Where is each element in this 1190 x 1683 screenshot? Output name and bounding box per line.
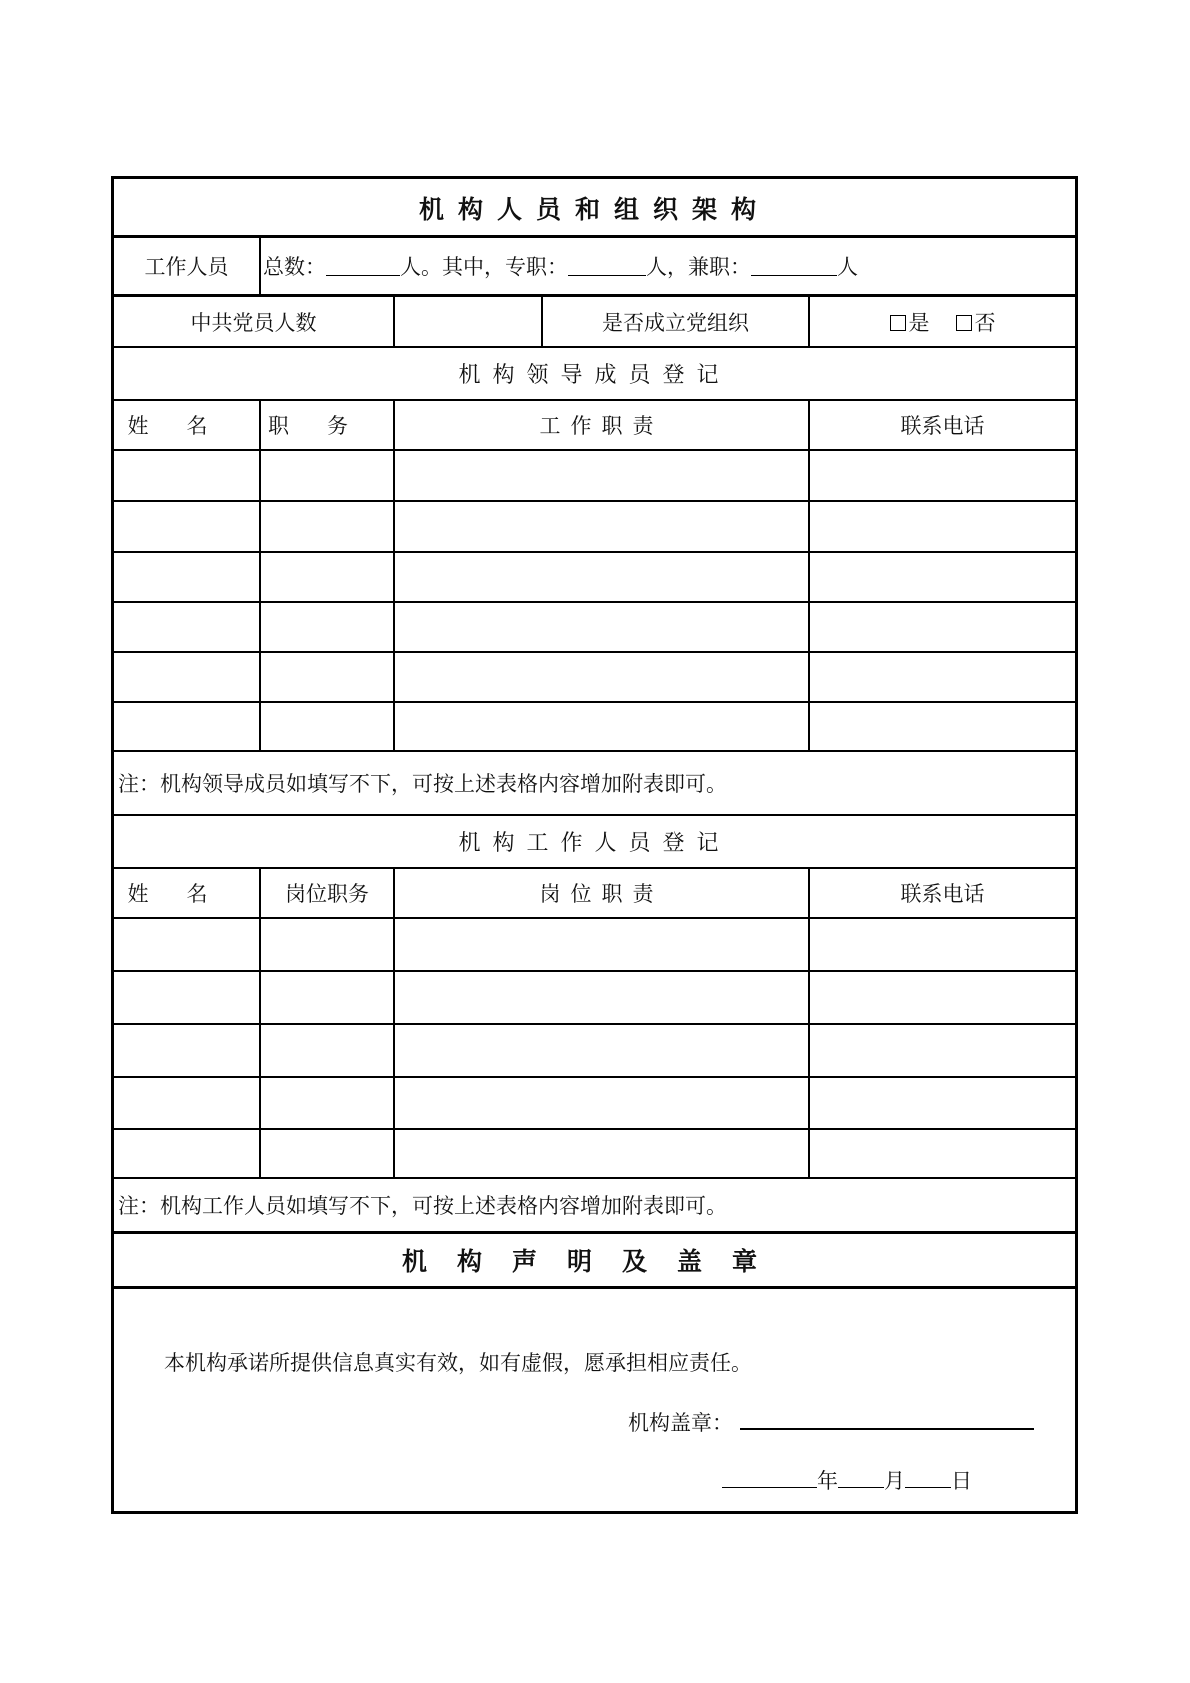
table-cell[interactable] — [810, 603, 1075, 651]
staff-header-name: 姓名 — [127, 882, 246, 906]
table-cell[interactable] — [114, 653, 259, 701]
table-cell[interactable] — [261, 553, 393, 601]
table-cell[interactable] — [810, 653, 1075, 701]
table-cell[interactable] — [114, 1078, 259, 1128]
table-cell[interactable] — [114, 502, 259, 551]
table-cell[interactable] — [395, 1130, 808, 1177]
leaders-header-name: 姓名 — [127, 414, 246, 438]
seal-label: 机构盖章： — [628, 1411, 733, 1435]
table-cell[interactable] — [810, 553, 1075, 601]
table-cell[interactable] — [395, 653, 808, 701]
total-prefix: 总数： — [263, 255, 326, 279]
table-cell[interactable] — [810, 502, 1075, 551]
table-cell[interactable] — [261, 1130, 393, 1177]
table-cell[interactable] — [810, 1078, 1075, 1128]
leaders-header-duties: 工作职责 — [539, 414, 664, 438]
day-field[interactable] — [905, 1469, 951, 1488]
parttime-unit: 人 — [837, 255, 858, 279]
seal-line — [628, 1407, 1034, 1437]
table-cell[interactable] — [261, 502, 393, 551]
table-cell[interactable] — [395, 703, 808, 750]
table-cell[interactable] — [114, 919, 259, 970]
no-label: 否 — [974, 310, 996, 335]
table-cell[interactable] — [261, 703, 393, 750]
table-cell[interactable] — [810, 972, 1075, 1023]
fulltime-count-field[interactable] — [568, 257, 646, 276]
leaders-section-title: 机构领导成员登记 — [458, 363, 731, 388]
table-cell[interactable] — [114, 1025, 259, 1076]
table-cell[interactable] — [261, 1025, 393, 1076]
table-cell[interactable] — [261, 603, 393, 651]
staff-section-title: 机构工作人员登记 — [458, 831, 731, 856]
leaders-header-position: 职务 — [268, 414, 386, 438]
table-cell[interactable] — [395, 919, 808, 970]
table-cell[interactable] — [395, 502, 808, 551]
table-cell[interactable] — [395, 1025, 808, 1076]
staff-counts — [263, 238, 1075, 294]
party-org-label: 是否成立党组织 — [602, 310, 749, 335]
party-members-label: 中共党员人数 — [190, 310, 317, 335]
declaration-title: 机构声明及盖章 — [401, 1247, 787, 1276]
table-cell[interactable] — [810, 703, 1075, 750]
yes-label: 是 — [908, 310, 930, 335]
table-cell[interactable] — [810, 1025, 1075, 1076]
table-cell[interactable] — [395, 603, 808, 651]
month-label: 月 — [884, 1469, 905, 1493]
table-cell[interactable] — [810, 919, 1075, 970]
staff-note: 注：机构工作人员如填写不下，可按上述表格内容增加附表即可。 — [118, 1194, 727, 1218]
form-title: 机构人员和组织架构 — [418, 194, 770, 224]
leaders-note: 注：机构领导成员如填写不下，可按上述表格内容增加附表即可。 — [118, 772, 727, 796]
day-label: 日 — [951, 1469, 972, 1493]
staff-header-duties: 岗位职责 — [539, 882, 664, 906]
staff-label: 工作人员 — [144, 255, 229, 279]
declaration-statement: 本机构承诺所提供信息真实有效，如有虚假，愿承担相应责任。 — [164, 1351, 752, 1375]
table-cell[interactable] — [395, 972, 808, 1023]
year-label: 年 — [817, 1469, 838, 1493]
year-field[interactable] — [722, 1469, 817, 1488]
fulltime-prefix: 人。其中，专职： — [400, 255, 568, 279]
table-cell[interactable] — [114, 603, 259, 651]
parttime-count-field[interactable] — [751, 257, 837, 276]
table-cell[interactable] — [261, 972, 393, 1023]
table-cell[interactable] — [261, 919, 393, 970]
table-cell[interactable] — [810, 1130, 1075, 1177]
seal-field[interactable] — [740, 1410, 1034, 1430]
staff-header-phone: 联系电话 — [900, 882, 985, 906]
table-cell[interactable] — [395, 1078, 808, 1128]
party-org-options — [810, 297, 1075, 346]
table-cell[interactable] — [395, 553, 808, 601]
table-cell[interactable] — [261, 653, 393, 701]
table-cell[interactable] — [114, 451, 259, 500]
leaders-header-phone: 联系电话 — [900, 414, 985, 438]
table-cell[interactable] — [261, 451, 393, 500]
table-cell[interactable] — [114, 703, 259, 750]
staff-header-position: 岗位职务 — [285, 882, 369, 906]
month-field[interactable] — [838, 1469, 884, 1488]
parttime-prefix: 人，兼职： — [646, 255, 751, 279]
registration-form — [111, 176, 1078, 1514]
yes-checkbox[interactable] — [890, 307, 930, 337]
total-count-field[interactable] — [326, 257, 400, 276]
table-cell[interactable] — [114, 1130, 259, 1177]
date-line — [722, 1465, 972, 1495]
table-cell[interactable] — [114, 972, 259, 1023]
table-cell[interactable] — [395, 451, 808, 500]
no-checkbox[interactable] — [956, 307, 996, 337]
table-cell[interactable] — [810, 451, 1075, 500]
party-members-field[interactable] — [395, 297, 541, 346]
table-cell[interactable] — [114, 553, 259, 601]
table-cell[interactable] — [261, 1078, 393, 1128]
